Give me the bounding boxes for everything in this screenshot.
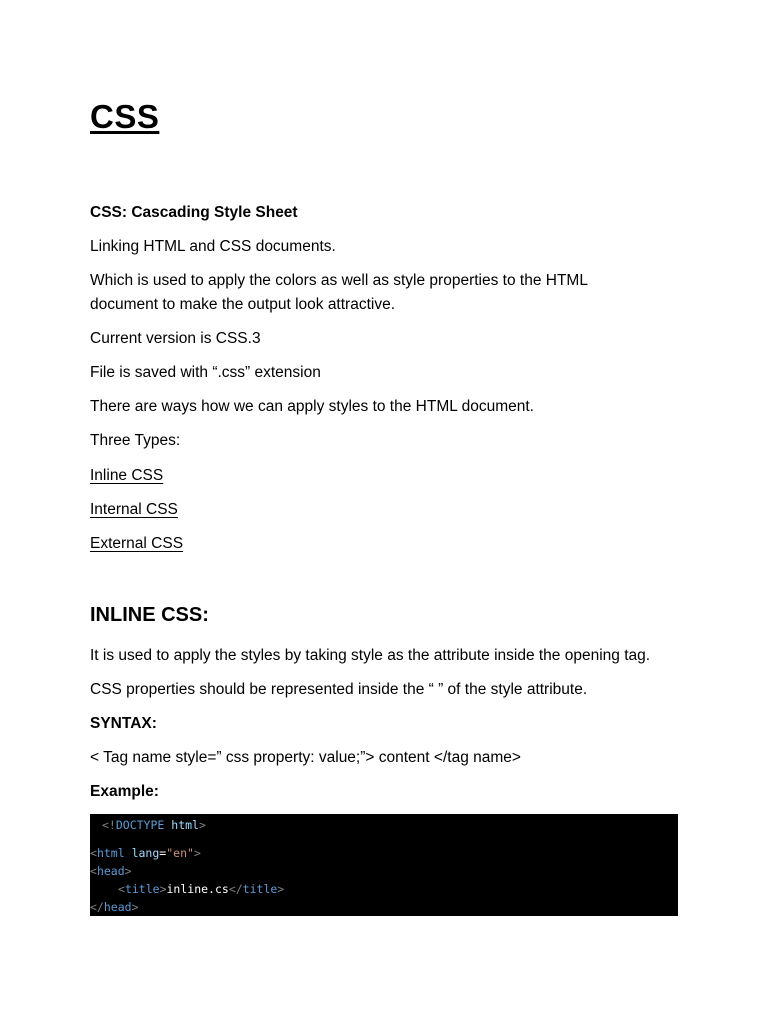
code-example-block [90,814,678,916]
paragraph-linking: Linking HTML and CSS documents. [90,238,336,255]
code-line-head-close: </head> [90,900,139,914]
paragraph-extension: File is saved with “.css” extension [90,364,321,381]
page-title: CSS [90,98,160,135]
paragraph-ways: There are ways how we can apply styles to the HTML document. [90,398,534,415]
inline-paragraph-1: It is used to apply the styles by taking style as the attribute inside the opening tag. [90,647,651,664]
syntax-text: < Tag name style=” css property: value;”> content </tag name> [90,749,521,766]
example-label: Example: [90,783,159,800]
paragraph-three-types: Three Types: [90,432,181,449]
code-line-head: <head> [90,864,132,878]
type-external-link[interactable]: External CSS [90,535,184,552]
paragraph-purpose: Which is used to apply the colors as well as style properties to the HTML document to make the output look attractive. [90,272,588,313]
inline-paragraph-2: CSS properties should be represented inside the “ ” of the style attribute. [90,681,588,698]
code-line-html: <html lang="en"> [90,846,201,860]
type-internal-link[interactable]: Internal CSS [90,501,178,518]
inline-css-heading: INLINE CSS: [90,604,209,626]
paragraph-version: Current version is CSS.3 [90,330,261,347]
syntax-label: SYNTAX: [90,715,157,732]
subtitle: CSS: Cascading Style Sheet [90,204,298,221]
code-line-doctype: <!DOCTYPE html> [102,818,206,832]
type-inline-link[interactable]: Inline CSS [90,467,164,484]
code-line-title: <title>inline.cs</title> [118,882,285,896]
